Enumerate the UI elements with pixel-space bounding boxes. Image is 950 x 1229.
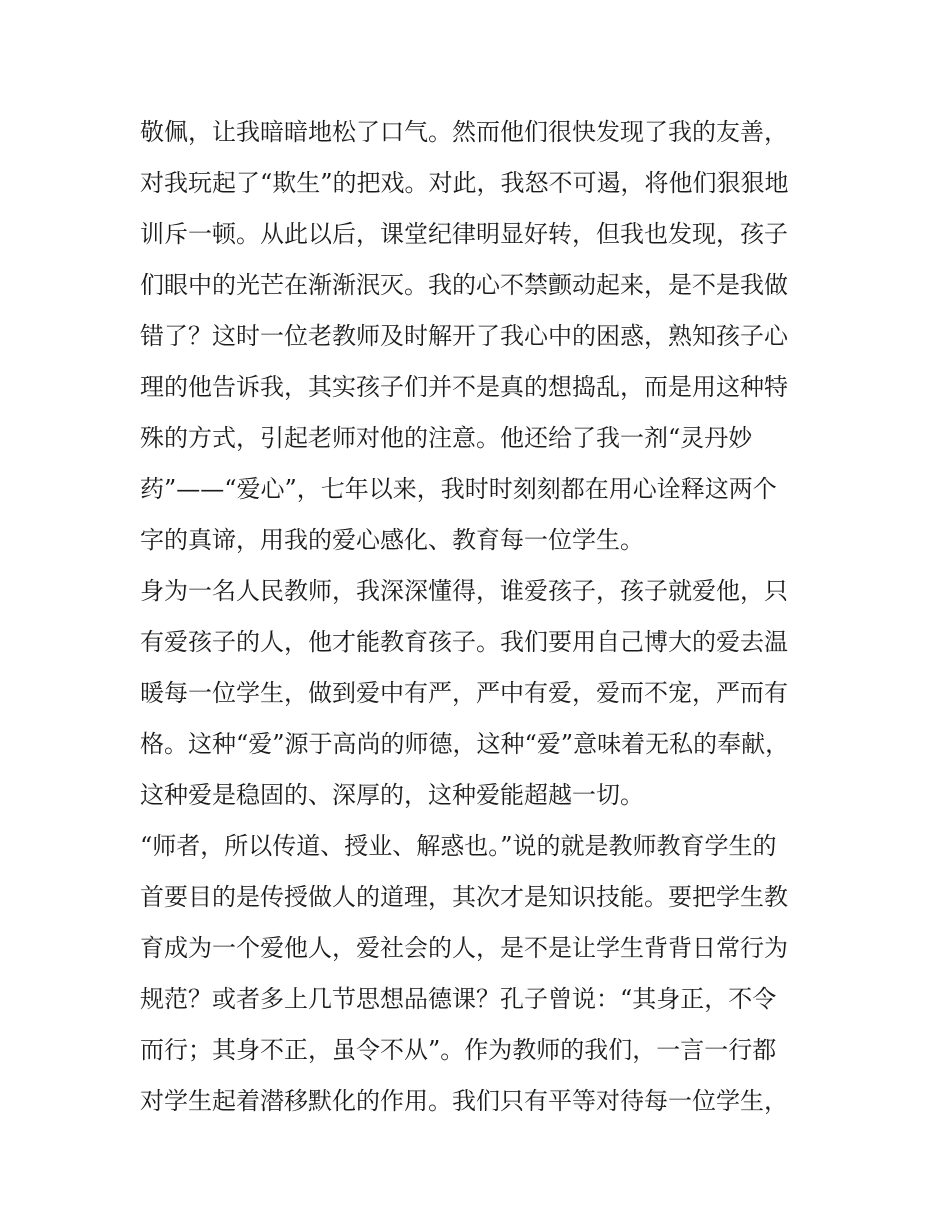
text-line: 这种爱是稳固的、深厚的，这种爱能超越一切。 (140, 781, 644, 809)
text-line: 字的真谛，用我的爱心感化、教育每一位学生。 (140, 526, 644, 554)
text-line: 格。这种“爱”源于高尚的师德，这种“爱”意味着无私的奉献， (140, 730, 790, 758)
text-line: 敬佩，让我暗暗地松了口气。然而他们很快发现了我的友善， (140, 118, 788, 146)
text-line: 规范？或者多上几节思想品德课？孔子曾说：“其身正，不令 (140, 985, 777, 1013)
text-line: 理的他告诉我，其实孩子们并不是真的想捣乱，而是用这种特 (140, 373, 788, 401)
text-line: 暖每一位学生，做到爱中有严，严中有爱，爱而不宠，严而有 (140, 679, 788, 707)
text-line: 对学生起着潜移默化的作用。我们只有平等对待每一位学生， (140, 1087, 788, 1115)
body-text (140, 107, 820, 1127)
text-line: “师者，所以传道、授业、解惑也。”说的就是教师教育学生的 (140, 832, 777, 860)
text-line: 育成为一个爱他人，爱社会的人，是不是让学生背背日常行为 (140, 934, 788, 962)
text-line: 错了？这时一位老教师及时解开了我心中的困惑，熟知孩子心 (140, 322, 788, 350)
text-line: 而行；其身不正，虽令不从”。作为教师的我们，一言一行都 (140, 1036, 777, 1064)
text-line: 对我玩起了“欺生”的把戏。对此，我怒不可遏，将他们狠狠地 (140, 169, 789, 197)
text-line: 首要目的是传授做人的道理，其次才是知识技能。要把学生教 (140, 883, 788, 911)
text-line: 们眼中的光芒在渐渐泯灭。我的心不禁颤动起来，是不是我做 (140, 271, 788, 299)
text-line: 殊的方式，引起老师对他的注意。他还给了我一剂“灵丹妙 (140, 424, 753, 452)
text-line: 药”——“爱心”，七年以来，我时时刻刻都在用心诠释这两个 (140, 475, 777, 503)
text-line: 身为一名人民教师，我深深懂得，谁爱孩子，孩子就爱他，只 (140, 577, 788, 605)
text-line: 训斥一顿。从此以后，课堂纪律明显好转，但我也发现，孩子 (140, 220, 788, 248)
text-line: 有爱孩子的人，他才能教育孩子。我们要用自己博大的爱去温 (140, 628, 788, 656)
